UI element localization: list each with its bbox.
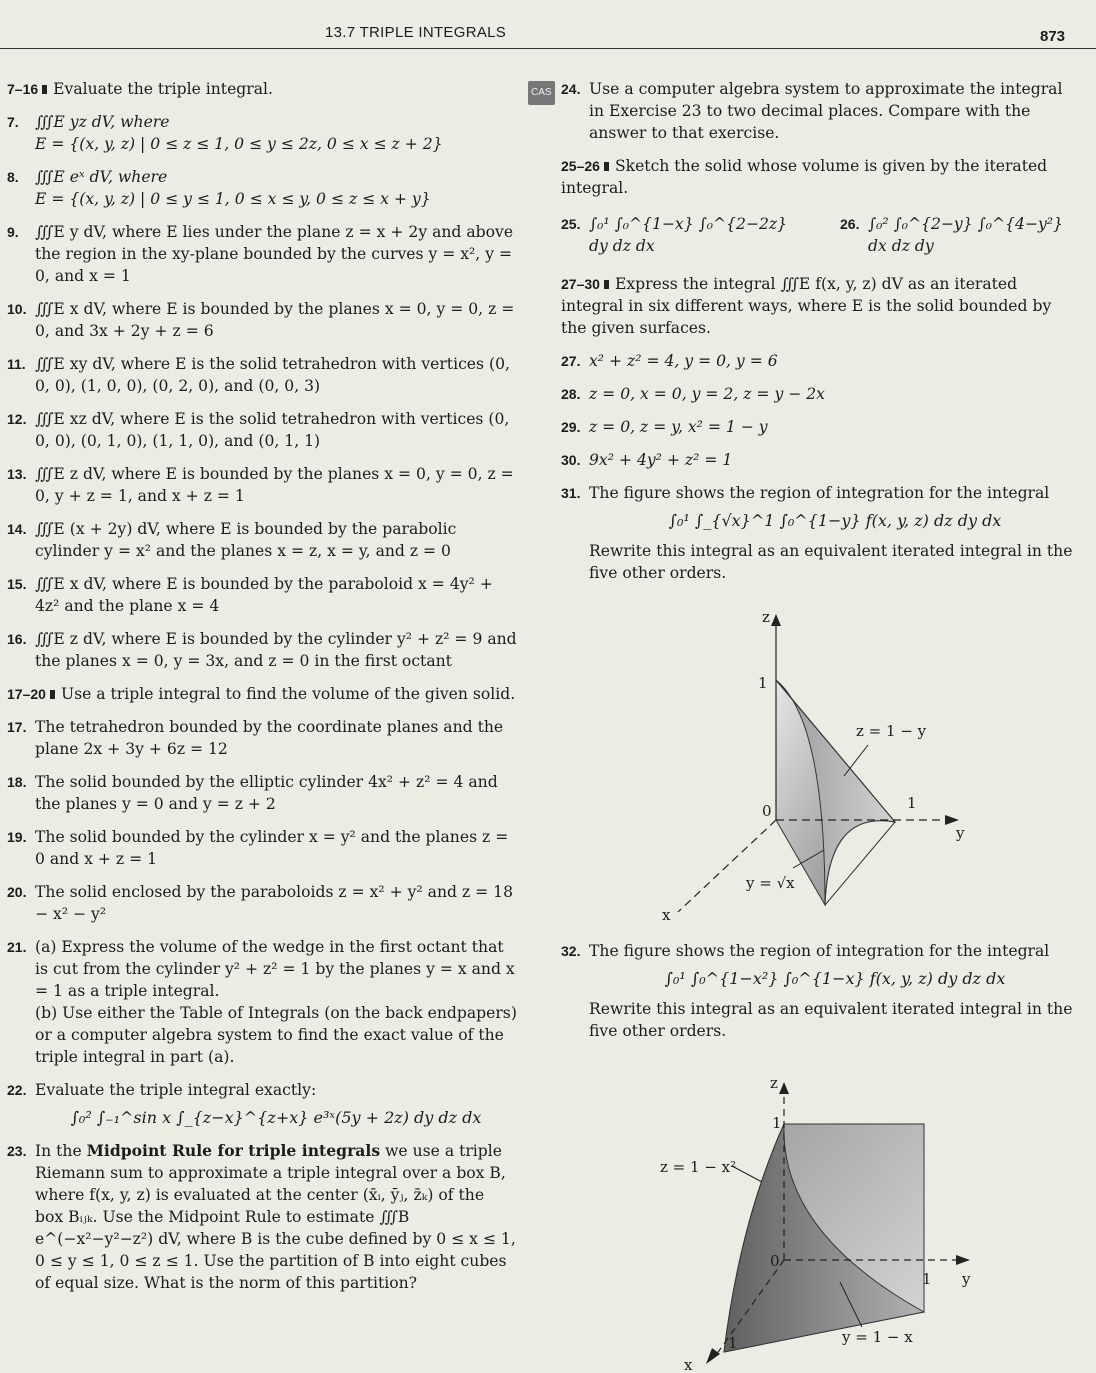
curve-label: z = 1 − x² [660, 1158, 737, 1176]
exercise-text: z = 0, z = y, x² = 1 − y [589, 418, 768, 436]
exercise-26 [840, 213, 1081, 257]
x-label: x [684, 1356, 693, 1372]
exercise-number: 7. [7, 114, 19, 130]
x-tick-1: 1 [728, 1334, 738, 1352]
exercise-number: 25. [561, 216, 581, 232]
exercise-9 [7, 221, 517, 287]
exercise-20 [7, 881, 517, 925]
exercise-17 [7, 716, 517, 760]
exercise-15 [7, 573, 517, 617]
exercise-29 [561, 416, 1081, 438]
exercise-text: ∭E z dV, where E is bounded by the planes x = 0, y = 0, z = 0, y + z = 1, and x + z = 1 [35, 465, 514, 505]
curve-label: y = √x [746, 874, 795, 892]
exercise-set: E = {(x, y, z) | 0 ≤ y ≤ 1, 0 ≤ x ≤ y, 0 ≤ z ≤ x + y} [35, 190, 431, 208]
exercise-text: Evaluate the triple integral exactly: [35, 1081, 317, 1099]
exercise-number: 13. [7, 466, 27, 482]
section-heading-7-16 [7, 78, 517, 100]
square-bullet-icon [604, 280, 609, 289]
exercise-text [35, 1140, 517, 1294]
solid-region [724, 1124, 924, 1352]
exercise-text: 9x² + 4y² + z² = 1 [589, 451, 733, 469]
exercise-text: The figure shows the region of integration for the integral [589, 484, 1050, 502]
exercise-text: ∭E (x + 2y) dV, where E is bounded by the parabolic cylinder y = x² and the planes x = z, x = y, and z = 0 [35, 520, 457, 560]
exercise-number: 11. [7, 356, 26, 372]
exercise-7 [7, 111, 517, 155]
exercise-19 [7, 826, 517, 870]
exercise-number: 17. [7, 719, 27, 735]
exercise-number: 20. [7, 884, 27, 900]
exercise-number: 29. [561, 419, 581, 435]
section-heading-27-30 [561, 273, 1081, 339]
square-bullet-icon [604, 162, 609, 171]
z-label: z [762, 610, 770, 626]
exercise-21 [7, 936, 517, 1068]
exercise-31 [561, 482, 1081, 584]
plane-label: y = 1 − x [842, 1328, 913, 1346]
exercise-text: The tetrahedron bounded by the coordinate planes and the plane 2x + 3y + 6z = 12 [35, 718, 504, 758]
exercise-text: ∭E eˣ dV, where [35, 168, 168, 186]
exercise-32 [561, 940, 1081, 1042]
page-header [0, 0, 1096, 54]
z-arrow-icon [779, 1082, 789, 1094]
exercise-text: The solid bounded by the elliptic cylinder 4x² + z² = 4 and the planes y = 0 and y = z + 2 [35, 773, 498, 813]
exercise-formula: ∫₀¹ ∫₀^{1−x} ∫₀^{2−2z} dy dz dx [589, 215, 788, 255]
exercise-number: 18. [7, 774, 27, 790]
x-label: x [662, 906, 671, 920]
exercise-14 [7, 518, 517, 562]
exercise-22 [7, 1079, 517, 1129]
section-range: 27–30 [561, 276, 600, 292]
y-label: y [956, 824, 965, 842]
exercise-8 [7, 166, 517, 210]
exercise-30 [561, 449, 1081, 471]
exercise-text: Use a computer algebra system to approximate the integral in Exercise 23 to two decimal places. Compare with the answer to that exercise. [589, 80, 1063, 142]
section-title: 13.7 TRIPLE INTEGRALS [325, 24, 507, 41]
exercise-number: 19. [7, 829, 27, 845]
exercise-text: The figure shows the region of integration for the integral [589, 942, 1050, 960]
exercise-text: ∭E z dV, where E is bounded by the cylinder y² + z² = 9 and the planes x = 0, y = 3x, and z = 0 in the first octant [35, 630, 517, 670]
figure-32 [640, 1072, 1000, 1372]
page-number: 873 [1040, 28, 1066, 45]
curve-leader [732, 1166, 762, 1182]
square-bullet-icon [42, 85, 47, 94]
exercise-25 [561, 213, 802, 257]
exercises-25-26 [561, 213, 1081, 257]
exercise-27 [561, 350, 1081, 372]
exercise-formula: ∫₀¹ ∫₀^{1−x²} ∫₀^{1−x} f(x, y, z) dy dz dx [664, 969, 1006, 988]
exercise-28 [561, 383, 1081, 405]
y-label: y [962, 1270, 971, 1288]
exercise-number: 28. [561, 386, 581, 402]
exercise-18 [7, 771, 517, 815]
section-instruction: Sketch the solid whose volume is given by the iterated integral. [561, 157, 1048, 197]
solid-region [776, 680, 895, 905]
exercise-number: 12. [7, 411, 27, 427]
exercise-text: ∭E x dV, where E is bounded by the paraboloid x = 4y² + 4z² and the plane x = 4 [35, 575, 493, 615]
plane-leader [844, 745, 868, 776]
exercise-32-block [561, 940, 1081, 1042]
exercise-formula: ∫₀¹ ∫_{√x}^1 ∫₀^{1−y} f(x, y, z) dz dy dx [668, 511, 1002, 530]
exercise-number: 23. [7, 1143, 27, 1159]
origin-label: 0 [770, 1252, 780, 1270]
exercise-number: 9. [7, 224, 19, 240]
exercise-number: 8. [7, 169, 19, 185]
exercise-part-a: (a) Express the volume of the wedge in the first octant that is cut from the cylinder y² + z² = 1 by the planes y = x and x = 1 as a triple integral. [35, 938, 515, 1000]
exercise-number: 16. [7, 631, 27, 647]
text-run: In the [35, 1142, 87, 1160]
exercise-number: 27. [561, 353, 581, 369]
exercise-number: 24. [561, 81, 581, 97]
square-bullet-icon [50, 690, 55, 699]
section-instruction: Express the integral ∭E f(x, y, z) dV as an iterated integral in six different ways, where E is the solid bounded by the given surfaces. [561, 275, 1052, 337]
exercise-24 [531, 78, 1081, 144]
exercise-number: 14. [7, 521, 27, 537]
figure-31 [650, 610, 1070, 920]
exercise-number: 10. [7, 301, 27, 317]
section-instruction: Use a triple integral to find the volume of the given solid. [60, 685, 516, 703]
section-heading-25-26 [561, 155, 1081, 199]
y-tick-1: 1 [922, 1270, 932, 1288]
exercise-11 [7, 353, 517, 397]
z-arrow-icon [771, 614, 781, 626]
exercise-text: The solid bounded by the cylinder x = y² and the planes z = 0 and x + z = 1 [35, 828, 509, 868]
exercise-number: 21. [7, 939, 27, 955]
exercise-set: E = {(x, y, z) | 0 ≤ z ≤ 1, 0 ≤ y ≤ 2z, 0 ≤ x ≤ z + 2} [35, 135, 443, 153]
term-bold: Midpoint Rule for triple integrals [86, 1141, 381, 1160]
section-heading-17-20 [7, 683, 517, 705]
exercise-instruction: Rewrite this integral as an equivalent iterated integral in the five other orders. [589, 1000, 1073, 1040]
exercise-text: z = 0, x = 0, y = 2, z = y − 2x [589, 385, 825, 403]
exercise-number: 26. [840, 216, 860, 232]
section-instruction: Evaluate the triple integral. [53, 80, 273, 98]
z-label: z [770, 1074, 778, 1092]
exercise-text: x² + z² = 4, y = 0, y = 6 [589, 352, 778, 370]
text-run: we use a triple Riemann sum to approximate a triple integral over a box B, where f(x, y, z) is evaluated at the center (x̄ᵢ, ȳⱼ, z̄ₖ) of the box Bᵢⱼₖ. Use the Midpoint Rule to estimate ∭B e^(−x²−y²−z²) dV, where B is the cube defined by 0 ≤ x ≤ 1, 0 ≤ y ≤ 1, 0 ≤ z ≤ 1. Use the partition of B into eight cubes of equal size. What is the norm of this partition? [35, 1142, 516, 1292]
x-axis [678, 820, 776, 912]
x-arrow-icon [706, 1348, 720, 1364]
exercise-number: 22. [7, 1082, 27, 1098]
exercise-text: The solid enclosed by the paraboloids z = x² + y² and z = 18 − x² − y² [35, 883, 513, 923]
exercise-formula: ∫₀² ∫₋₁^sin x ∫_{z−x}^{z+x} e³ˣ(5y + 2z) dy dz dx [70, 1108, 482, 1127]
plane-label: z = 1 − y [856, 722, 927, 740]
origin-label: 0 [762, 802, 772, 820]
exercise-23 [7, 1140, 517, 1294]
exercise-text: ∭E x dV, where E is bounded by the planes x = 0, y = 0, z = 0, and 3x + 2y + z = 6 [35, 300, 515, 340]
exercise-16 [7, 628, 517, 672]
exercise-number: 31. [561, 485, 581, 501]
exercise-text: ∭E xz dV, where E is the solid tetrahedron with vertices (0, 0, 0), (0, 1, 0), (1, 1, 0), and (0, 1, 1) [35, 410, 510, 450]
z-tick-1: 1 [758, 674, 768, 692]
exercise-number: 32. [561, 943, 581, 959]
y-arrow-icon [956, 1255, 970, 1265]
left-column [7, 78, 517, 1294]
exercise-text: ∭E yz dV, where [35, 113, 170, 131]
exercise-part-b: (b) Use either the Table of Integrals (on the back endpapers) or a computer algebra system to find the exact value of the triple integral in part (a). [35, 1004, 517, 1066]
section-range: 25–26 [561, 158, 600, 174]
right-column [531, 78, 1081, 584]
exercise-number: 30. [561, 452, 581, 468]
y-tick-1: 1 [907, 794, 917, 812]
exercise-instruction: Rewrite this integral as an equivalent iterated integral in the five other orders. [589, 542, 1073, 582]
exercise-13 [7, 463, 517, 507]
exercise-10 [7, 298, 517, 342]
exercise-12 [7, 408, 517, 452]
cas-badge: CAS [528, 81, 555, 105]
exercise-number: 15. [7, 576, 27, 592]
section-range: 17–20 [7, 686, 46, 702]
exercise-formula: ∫₀² ∫₀^{2−y} ∫₀^{4−y²} dx dz dy [868, 215, 1063, 255]
exercise-text: ∭E xy dV, where E is the solid tetrahedron with vertices (0, 0, 0), (1, 0, 0), (0, 2, 0), and (0, 0, 3) [35, 355, 510, 395]
z-tick-1: 1 [772, 1114, 782, 1132]
header-rule [0, 48, 1096, 49]
section-range: 7–16 [7, 81, 39, 97]
exercise-text: ∭E y dV, where E lies under the plane z = x + 2y and above the region in the xy-plane bounded by the curves y = x², y = 0, and x = 1 [35, 223, 514, 285]
